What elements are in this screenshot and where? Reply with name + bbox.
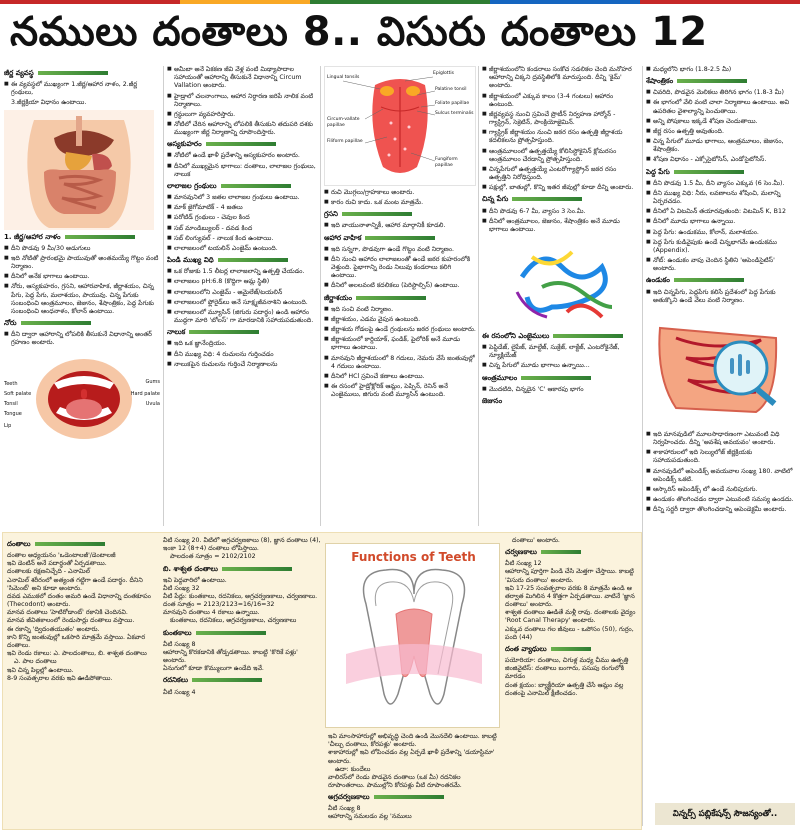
list-item: ఇవి 17-25 సంవత్సరాల వరకు 8 మాత్రమే ఉండి ఆ తర్వాత మిగిలిన 4 కొత్తగా ఏర్పడతాయి. వాటినే 'జ్ఞాన దంతాలు' అంటారు.: [505, 584, 635, 609]
section-heading: బి. శాశ్వత దంతాలు: [163, 565, 321, 575]
section-heading: అగ్రచర్వణకాలు: [328, 793, 498, 803]
list-item: ■ దీనిలో అలలవంటి కదలికలు (పెరిస్టాల్సిస్) ఉంటాయి.: [324, 282, 476, 290]
tongue-illustration: [324, 66, 476, 186]
list-item: ■ కారం రుచి కాదు. ఒక మంట మాత్రమే.: [324, 199, 476, 207]
section-heading: రదనికలు: [163, 676, 321, 686]
list-item: ■ ఈ భాగంలో వేలి వంటి చాలా నిర్మాణాలు ఉంటాయి. అవి ఉపరితల వైశాల్యాన్ని పెంచుతాయి.: [646, 99, 796, 115]
section-heading: ఆంత్రమూలం: [482, 374, 639, 384]
list-item: 3.జీర్ణక్రియా విధానం ఉంటాయి.: [11, 99, 87, 107]
list-item: ఇవి డెంటిన్ అనే పదార్థంతో ఏర్పడతాయి.: [7, 560, 107, 568]
list-item: వీటి సంఖ్య 12: [505, 560, 542, 568]
section-heading: ఆహార వాహిక: [324, 234, 476, 244]
list-item: వీటి సంఖ్య 32: [163, 584, 200, 592]
list-item: ■ దీని ముఖ్య విధి: నీరు, లవణాలను శోషించి, మలాన్ని ఏర్పరచడం.: [646, 190, 796, 206]
list-item: ■ సబ్ మాండిబ్యులర్ - దవడ కింద: [167, 225, 317, 233]
list-item: ఇవి చిన్న పిల్లల్లో ఉంటాయి.: [7, 666, 74, 674]
list-item: ■ పరోటిడ్ గ్రంథులు - చెవుల కింద: [167, 214, 317, 222]
list-item: ■ నోరు, ఆస్యకుహరం, గ్రసని, ఆహారవాహిక, జీర్ణాశయం, చిన్న పేగు, పెద్ద పేగు, మలాశయం, పాయువు. చిన్న పేగుకు సంబంధించి ఆంత్రమూలం, జెజునం, శేషాంత్రికం, పెద్ద పేగుకు సంబంధించి ఆంధనాళం, కోలాన్ ఉంటాయి.: [4, 283, 160, 316]
column-divider: [163, 66, 164, 526]
column-2: [167, 66, 317, 528]
list-item: ఎ. పాల దంతాలు: [14, 658, 57, 666]
list-item: ■ ఇది మానవుడిలో మూలసాధారణంగా ఎటువంటి విధి నిర్వహించదు. దీన్ని 'అవశేష అవయవం' అంటారు.: [646, 431, 796, 447]
list-item: ■ లాలాజలంలో టయలిన్ ఎంజైమ్ ఉంటుంది.: [167, 245, 317, 253]
list-item: ■ జీర్ణాశయంలో కార్డియాక్, ఫండిక్, పైలోరిక్ అనే మూడు భాగాలు ఉంటాయి.: [324, 336, 476, 352]
list-item: ■ దీనిలో ముఖ్యమైన భాగాలు: దంతాలు, లాలాజల గ్రంథులు, నాలుక: [167, 163, 317, 179]
list-item: వీటి సంఖ్య 8: [163, 640, 196, 648]
functions-of-teeth-illustration: [325, 543, 500, 728]
list-item: ■ ఆస్కారిస్ ఆపెండిక్స్ లో ఉండే నులిపురుగు.: [646, 486, 796, 494]
list-item: ■ లాలాజలం pH:6.8 (కొద్దిగా ఆమ్ల స్థితి): [167, 278, 317, 286]
list-item: దంతాలకు రక్షణనిచ్చేది - ఎనామిల్: [7, 568, 90, 576]
list-item: ■ జీర్ణ రసం ఉత్పత్తి అవుతుంది.: [646, 128, 796, 136]
bottom-column-3: [328, 733, 498, 827]
section-heading: ఆస్యకుహరం: [167, 140, 317, 150]
list-item: ■ అన్ని పోషకాలు ఇక్కడే శోషణ చెందుతాయి.: [646, 118, 796, 126]
section-heading: దంతాలు: [7, 540, 157, 550]
list-item: ■ దీని నుంచి ఆహారం లాలాజలంతో ఉండే జఠర కుహరంలోకి వెళ్తుంది. పైభాగాన్ని రెండు నిలువు కండరాలు కలిగి ఉంటాయి.: [324, 256, 476, 281]
list-item: ■ ఇది వాయునాళాన్నికీ, ఆహార మార్గానికీ కూడలి.: [324, 222, 476, 230]
list-item: ■ శోషణ విధానం - ఎక్సోసైటోసిస్, ఎండోసైటోసిస్.: [646, 156, 796, 164]
section-heading: జీర్ణాశయం: [324, 294, 476, 304]
list-item: 8-9 సంవత్సరాల వరకు ఇవి ఊడిపోతాయి.: [7, 674, 113, 682]
list-item: ■ ఇది సంచి వంటి నిర్మాణం.: [324, 306, 476, 314]
section-heading: నాలుక: [167, 328, 317, 338]
column-3: [324, 66, 476, 528]
column-4: [482, 66, 639, 528]
list-item: ■ అమీబా అనే ఏకకణ జీవి వేళ్ల వంటి మిథ్యాపాదాల సహాయంతో ఆహారాన్ని తీసుకునే విధానాన్ని Circum Vallation అంటారు.: [167, 66, 317, 91]
list-item: ■ సబ్ లింగ్యువల్ - నాలుక కింద ఉంటాయి.: [167, 235, 317, 243]
list-item: ■ జీర్ణవ్యవస్థ నుంచి స్రవించే ప్రొటీన్ నిర్వహణ హార్మోన్ - గ్యాస్ట్రిన్, సెక్రెటిన్, పాంక్రియోజైమిన్.: [482, 111, 639, 127]
list-item: ఏనుగులో కూడా కొమ్ములుగా ఉండేది ఇవే.: [163, 665, 264, 673]
column-divider: [320, 66, 321, 526]
diagram-label: Palatine tonsil: [435, 87, 467, 92]
list-item: ■ ఇది సన్నగా, పొడవుగా ఉండే గొట్టం వంటి నిర్మాణం.: [324, 246, 476, 254]
list-item: వీటి పేర్లు: కుంతకాలు, రదనికలు, అగ్రచర్వణకాలు, చర్వణకాలు.: [163, 592, 318, 600]
section-heading: చర్వణకాలు: [505, 548, 639, 558]
list-item: ■ చివరిది, పొడవైన మెలికలు తిరిగిన భాగం (1.8-3 మీ): [646, 89, 796, 97]
list-item: వీటి సంఖ్య 8: [328, 805, 361, 813]
list-item: శాకాహారుల్లో ఇవి లోపించడం వల్ల ఏర్పడే ఖాళీ ప్రదేశాన్ని 'డయాస్టిమా' అంటారు.: [328, 749, 495, 765]
list-item: ■ దీనిలో ఆంత్రమూలం, జెజునం, శేషాంత్రికం అనే మూడు భాగాలు ఉంటాయి.: [482, 218, 639, 234]
diagram-label: Filiform papillae: [327, 139, 363, 144]
list-item: ■ మాక్ జైగోమాటిక్ - 4 జతలు: [167, 204, 317, 212]
list-item: దవడ ఎముకలో దంతం అమరి ఉండే విధానాన్ని దంతకూపం (Thecodont) అంటారు.: [7, 592, 151, 609]
diagram-label: Tongue: [4, 410, 22, 417]
list-item: ■ లాలాజలంలోని ఎంజైమ్ - అమైలేజ్/టయలిన్: [167, 289, 317, 297]
list-item: కాని కొన్ని జంతువుల్లో ఒకసారి మాత్రమే వస్తాయి. ఏకవార దంతాలు.: [7, 633, 146, 649]
page-title: నములు దంతాలు 8.. విసురు దంతాలు 12: [10, 9, 708, 55]
section-heading: కుంతకాలు: [163, 629, 321, 639]
list-item: ■ ఇది చిన్నపేగు, పెద్దపేగు కలిసే ప్రదేశంలో పెద్ద పేగుకు అతుక్కొని ఉండే వేలు వంటి నిర్మాణం.: [646, 289, 796, 305]
list-item: ■ గ్రన్థులుగా వ్యవహరిస్తారు.: [167, 111, 317, 119]
section-heading: నోరు: [4, 319, 160, 329]
list-item: మానవుని దంతాలు 4 రకాలు ఉన్నాయి.: [163, 609, 260, 617]
list-item: ఇవి పెద్దవారిలో ఉంటాయి.: [163, 576, 227, 584]
page-header: [0, 0, 800, 62]
bottom-column-1: [7, 537, 157, 827]
section-heading: ఈ రసంలోని ఎంజైములు: [482, 332, 639, 342]
list-item: ■ జీర్ణాశయం, ఎడమ వైపున ఉంటుంది.: [324, 316, 476, 324]
diagram-label: Foliate papillae: [435, 101, 470, 106]
list-item: ■ లాలాజలంలో ఫ్లోరైడ్‌లు అనే సూక్ష్మజీవనాశిని ఉంటుంది.: [167, 299, 317, 307]
list-item: మానవ దంతాలు 'హెటిరోడాంట్' రకానికి చెందినవి.: [7, 609, 128, 617]
list-item: దంత క్షయం: బ్యాక్టీరియా ఉత్పత్తి చేసే ఆమ్లం వల్ల దంతంపై ఎనామిల్ క్షీణించడం.: [505, 681, 624, 697]
list-item: ■ జీర్ణాశయంలోని కండరాలు సంకోచ సడలికల చెంది మనోహర ఆహారాన్ని చిక్కని ద్రవస్థితిలోకి మారుస్తుంది. దీన్ని 'కైమ్' అంటారు.: [482, 66, 639, 91]
list-item: ఇవి మాంసాహారుల్లో అభివృద్ధి చెంది ఉండి మొనదేలి ఉంటాయి. కాబట్టి 'చీల్చు దంతాలు, కోరపళ్లు' అంటారు.: [328, 733, 497, 749]
diagram-label: Fungiform papillae: [435, 157, 458, 168]
list-item: ■ లాలాజలంలో మ్యూసిన్ (జిగురు పదార్థం) ఉండి ఆహారం ముద్దగా మారి 'బోలస్' గా మారడానికి సహాయపడుతుంది.: [167, 309, 317, 325]
list-item: ■ దీని పొడవు 1.5 మీ, దీని వ్యాసం ఎక్కువ (6 సెం.మీ).: [646, 180, 796, 188]
list-item: ■ నాలుకపైన రుచులను గుర్తించే నిర్మాణాలను: [167, 361, 317, 369]
list-item: జింజివైటిస్: దంతాలు బంగారు, పసుపు రంగులోకి మారడం: [505, 665, 625, 681]
list-item: శాశ్వత దంతాలు ఊడితే మళ్లీ రావు. దంతాలకు వైద్యం 'Root Canal Therapy' అంటారు.: [505, 609, 636, 625]
list-item: ఆహారాన్ని కొరకడానికి తోడ్పడతాయి. కాబట్టి 'కొరికే పళ్లు' అంటారు.: [163, 648, 298, 665]
list-item: ■ నోటిలో చేరిన ఆహారాన్ని లోపలికి తీసుకుని తదుపరి దశకు ముఖ్యంగా జీర్ణ నిర్మాణాన్ని రూపొందిస్తారు.: [167, 121, 317, 137]
list-item: ■ ఆంత్రమూలంలో ఉత్పత్తయ్యే కోలిసిస్టోకైనిన్ క్లోమరసం ఆంత్రమూలం చేరడాన్ని ప్రోత్సహిస్తుంది.: [482, 148, 639, 164]
list-item: ■ ఇది నోటితో ప్రారంభమై పాయువుతో అంతమయ్యే గొట్టం వంటి నిర్మాణం.: [4, 255, 160, 271]
list-item: ■ దీనిలో HCl స్రవించే కణాలు ఉంటాయి.: [324, 373, 476, 381]
bottom-column-2: [163, 537, 321, 827]
list-item: ■ ఉండుకం తొలగించడం ద్వారా ఎటువంటి సమస్య ఉండదు.: [646, 496, 796, 504]
diagram-label: Hard palate: [130, 390, 160, 397]
diagram-label: Epiglottis: [433, 71, 454, 76]
list-item: ■ మానవుడిలో అపెండిక్స్ అవయవాల సంఖ్య 180. వాటిలో అపెండిక్స్ ఒకటి.: [646, 468, 796, 484]
section-heading: దంత వ్యాధులు: [505, 645, 639, 655]
diagram-label: Lingual tonsils: [327, 75, 360, 80]
list-item: ■ నోట్: ఉండుకం వాపు చెందిన స్థితిని 'అపెండిసైటిస్' అంటారు.: [646, 257, 796, 273]
diagram-label: Circum-vallate papillae: [327, 117, 360, 128]
list-item: ■ చిన్నపేగులో ఉత్పత్తయ్యే ఎంటరోగ్యాస్ట్రోన్ జఠర రసం ఉత్పత్తిని నిరోధిస్తుంది.: [482, 166, 639, 182]
list-item: ■ చిన్న పేగులో మూడు భాగాలు ఉన్నాయి...: [482, 362, 639, 370]
list-item: ■ ఇది ఒక జ్ఞానేంద్రియం.: [167, 340, 317, 348]
list-item: ■ చిన్న పేగులో మూడు భాగాలు, ఆంత్రమూలం, జెజునం, శేషాంత్రికం.: [646, 138, 796, 154]
mouth-illustration: [4, 351, 160, 447]
list-item: ■ దీని ముఖ్య విధి: 4 రుచులను గుర్తించడం: [167, 351, 317, 359]
list-item: ■ దీనిలో మూడు భాగాలు ఉన్నాయి.: [646, 218, 796, 226]
section-heading: లాలాజల గ్రంథులు: [167, 182, 317, 192]
list-item: ■ పెప్టిడేజ్, లైపేజ్, మాల్టేజ్, సుక్రేజ్, లాక్టేజ్, ఎంటరోకైనేజ్, న్యూక్లియేజ్: [482, 344, 639, 360]
column-1: [4, 66, 160, 528]
section-heading: గ్రసని: [324, 210, 476, 220]
enzyme-protein-illustration: [482, 237, 639, 329]
list-item: వీటి సంఖ్య 4: [163, 688, 196, 696]
list-item: ■ జీర్ణాశయ గోడలపై ఉండే గ్రంథులను జఠర గ్రంథులు అంటారు.: [324, 326, 476, 334]
list-item: ఎక్కువ దంతాలు గల జీవులు - ఒపోసం (50), గుర్రం, పంది (44): [505, 625, 634, 641]
section-heading: పెద్ద పేగు: [646, 168, 796, 178]
publisher-credit: విన్నర్స్ పబ్లికేషన్స్ సౌజన్యంతో..: [655, 803, 795, 825]
diagram-label: Gums: [145, 378, 160, 385]
diagram-label: Sulcus terminalis: [435, 111, 474, 116]
list-item: దంతాల అధ్యయనం 'ఒడెంటాలజీ'/డెంటాలజీ: [7, 552, 116, 560]
list-item: కుంతకాలు, రదనికలు, అగ్రచర్వణకాలు, చర్వణకాలు: [170, 617, 297, 625]
list-item: ■ జీర్ణాశయంలో ఎక్కువ కాలం (3-4 గంటలు) ఆహారం ఉంటుంది.: [482, 93, 639, 109]
list-item: ■ మానవునిలో 3 జతల లాలాజల గ్రంథులు ఉంటాయి.: [167, 194, 317, 202]
list-item: ■ పక్షుల్లో, బాతుల్లో, కొన్ని ఇతర జీవుల్లో కూడా దీన్ని అంటారు.: [482, 184, 639, 192]
diagram-label: Soft palate: [4, 390, 32, 397]
section-heading: 1. జీర్ణ/ఆహార నాళం: [4, 233, 160, 243]
list-item: ■ దీనిలో ఏ విటమిన్ తయారవుతుంది: విటమిన్ K, B12: [646, 208, 796, 216]
section-heading: పిండి ముఖ్య విధి: [167, 256, 317, 266]
list-item: ■ మొదటిది, చిన్నదైన 'C' ఆకారపు భాగం: [482, 386, 639, 394]
list-item: ఆహారాన్ని పూర్తిగా పిండి చేసి మెత్తగా చేస్తాయి. కాబట్టి 'విసురు దంతాలు' అంటారు.: [505, 568, 634, 584]
list-item: ■ గ్యాస్ట్రిక్ జీర్ణాశయం నుంచి జఠర రసం ఉత్పత్తి జీర్ణాశయ కదలికలను ప్రోత్సహిస్తుంది.: [482, 129, 639, 145]
list-item: ■ నోటిలో ఉండే ఖాళీ ప్రదేశాన్ని ఆస్యకుహరం అంటారు.: [167, 152, 317, 160]
list-item: ■ పెద్ద పేగు: ఉండుకము, కోలాన్, మలాశయం.: [646, 229, 796, 237]
teeth-info-panel: [2, 532, 642, 830]
list-item: మానవ జీవితకాలంలో రెండుసార్లు దంతాలు వస్తాయి.: [7, 617, 135, 625]
list-item: ■ దీన్ని సర్జరీ ద్వారా తొలగించడాన్ని అపెండెక్టమీ అంటారు.: [646, 506, 796, 514]
list-item: ■ దీని ద్వారా ఆహారాన్ని లోపలికి తీసుకునే విధానాన్ని అంతర్ గ్రహణం అంటారు.: [4, 331, 160, 347]
list-item: ఈ రకాన్ని 'ద్విదంతయుతం' అంటారు.: [7, 625, 100, 633]
list-item: ■ హైడ్రాలో చలనాంగాలు, ఆహార నిర్ధారణ జరిపే నాలిక వంటి నిర్మాణాలు.: [167, 93, 317, 109]
illustration-title: Functions of Teeth: [351, 550, 476, 564]
list-item: పయోరియా: దంతాలు, చిగుళ్ల మధ్య చీము ఉత్పత్తి: [505, 657, 629, 665]
section-heading: శేషాంత్రికం: [646, 77, 796, 87]
list-item: ఉదా: కుందేలు: [335, 765, 371, 773]
column-divider: [478, 66, 479, 526]
list-item: ■ పెద్ద పేగు కుడివైపుకు ఉండే చిన్నభాగమే ఉండుకము (Appendix).: [646, 239, 796, 255]
column-5: [646, 66, 796, 801]
list-item: ■ మానవుని జీర్ణాశయంలో 8 గదులు, నెమరు వేసే జంతువుల్లో 4 గదులు ఉంటాయి.: [324, 355, 476, 371]
list-item: ■ దీని పొడవు 9 మీ/30 అడుగులు: [4, 245, 160, 253]
list-item: ■ ఈ వ్యవస్థలో ముఖ్యంగా 1.జీర్ణ/ఆహార నాళం, 2.జీర్ణ గ్రంథులు,: [4, 81, 160, 97]
list-item: వాలిరస్‌లో రెండు పొడవైన దంతాలు (ఒక మీ) రదనికల రూపాంతరాలు. పాముల్లోని కోరపళ్లు వీటి రూపాంతరమే.: [328, 773, 462, 790]
diagram-label: Teeth: [4, 380, 18, 387]
section-heading: జెజునం: [482, 396, 503, 405]
list-item: ఇవి రెండు రకాలు: ఎ. పాలదంతాలు, బి. శాశ్వత దంతాలు: [7, 650, 147, 658]
section-heading: ఉండుకం: [646, 276, 796, 286]
diagram-label: Uvula: [145, 400, 160, 407]
list-item: ■ ఈ రసంలో హైడ్రోక్లోరిక్ ఆమ్లం, పెప్సిన్, రెనిన్ అనే ఎంజైములు, జిగురు వంటి మ్యూసిన్ ఉంటుంది.: [324, 383, 476, 399]
list-item: ■ మధ్యలోని భాగం (1.8-2.5 మీ): [646, 66, 796, 74]
list-item: ■ దీని పొడవు 6-7 మీ, వ్యాసం 3 సెం.మీ.: [482, 208, 639, 216]
list-item: ■ దీనిలో అనేక భాగాలు ఉంటాయి.: [4, 273, 160, 281]
list-item: పాలదంత సూత్రం = 2102/2102: [170, 553, 256, 561]
list-item: ■ శాకాహారులలో ఇది సెల్యులోజ్ జీర్ణక్రియకు సహాయపడుతుంది.: [646, 449, 796, 465]
diagram-label: Tonsil: [4, 400, 18, 407]
list-item: దంత సూత్రం = 2123/2123=16/16=32: [163, 601, 275, 609]
diagram-label: Lip: [4, 422, 12, 429]
list-item: ఎనామిల్ శరీరంలో అత్యంత గట్టిగా ఉండే పదార్థం. దీనిని 'సిమెంట్' అని కూడా అంటారు.: [7, 576, 143, 592]
list-item: దంతాలు' అంటారు.: [512, 537, 560, 544]
digestive-system-illustration: [4, 110, 160, 230]
list-item: ■ రుచి మొగ్గలు/గ్రాహకాలు అంటారు.: [324, 189, 476, 197]
list-item: వీటి సంఖ్య 20. వీటిలో అగ్రచర్వణకాలు (8), జ్ఞాన దంతాలు (4), ఇంకా 12 (8+4) దంతాలు లోపిస్తాయి.: [163, 537, 321, 553]
column-divider: [642, 66, 643, 826]
list-item: ఆహారాన్ని నమలడం వల్ల 'నములు: [328, 813, 412, 821]
bottom-column-4: [505, 537, 639, 827]
section-heading: జీర్ణ వ్యవస్థ: [4, 69, 160, 79]
section-heading: చిన్న పేగు: [482, 195, 639, 205]
list-item: ■ ఒక రోజుకు 1.5 లీటర్ల లాలాజలాన్ని ఉత్పత్తి చేయడం.: [167, 268, 317, 276]
intestine-illustration: [646, 308, 796, 428]
